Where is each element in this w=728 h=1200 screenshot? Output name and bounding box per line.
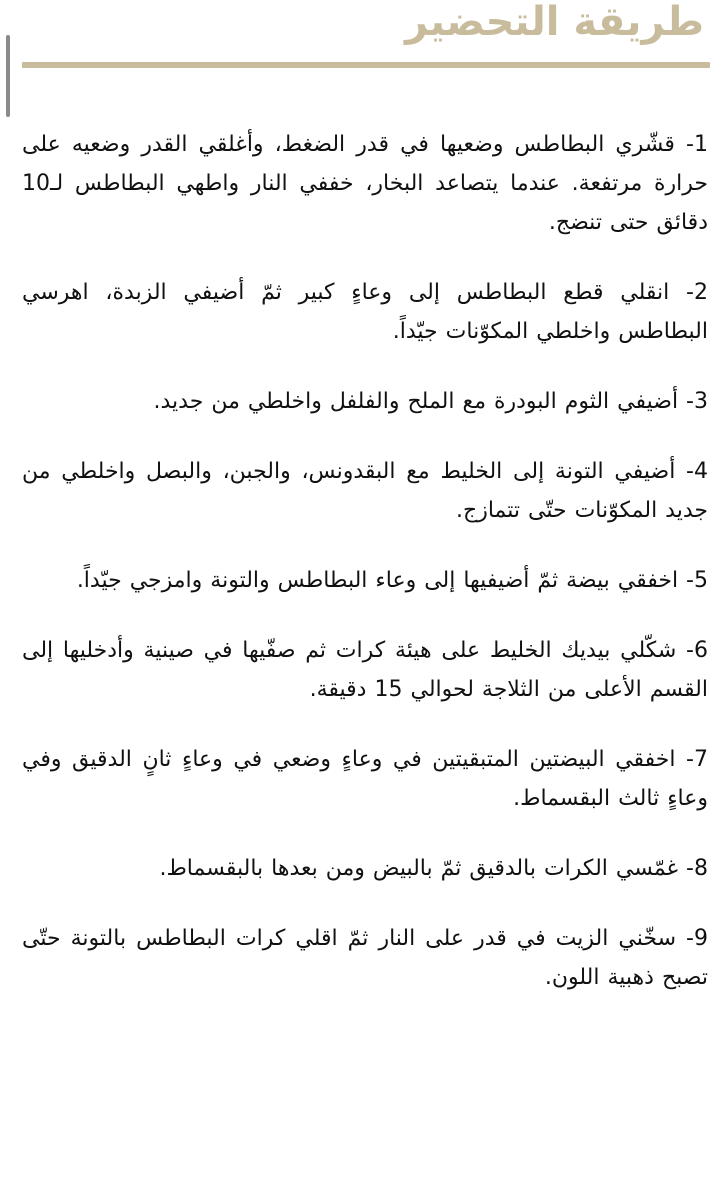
- step-item: 2- انقلي قطع البطاطس إلى وعاءٍ كبير ثمّ أضيفي الزبدة، اهرسي البطاطس واخلطي المكوّنات جيّداً.: [22, 280, 708, 344]
- title-underline: [22, 62, 710, 68]
- step-item: 8- غمّسي الكرات بالدقيق ثمّ بالبيض ومن بعدها بالبقسماط.: [159, 856, 708, 881]
- step-item: 1- قشّري البطاطس وضعيها في قدر الضغط، وأغلقي القدر وضعيه على حرارة مرتفعة. عندما يتصاعد البخار، خففي النار واطهي البطاطس لـ10 دقائق حتى تنضج.: [22, 132, 708, 235]
- section-header: [0, 0, 728, 72]
- step-item: 4- أضيفي التونة إلى الخليط مع البقدونس، والجبن، والبصل واخلطي من جديد المكوّنات حتّى تتمازج.: [22, 459, 708, 523]
- step-item: 3- أضيفي الثوم البودرة مع الملح والفلفل واخلطي من جديد.: [153, 389, 708, 414]
- step-item: 5- اخفقي بيضة ثمّ أضيفيها إلى وعاء البطاطس والتونة وامزجي جيّداً.: [76, 568, 708, 593]
- section-title: طريقة التحضير: [404, 0, 704, 45]
- step-item: 7- اخفقي البيضتين المتبقيتين في وعاءٍ وضعي في وعاءٍ ثانٍ الدقيق وفي وعاءٍ ثالث البقسماط.: [22, 747, 708, 811]
- step-item: 9- سخّني الزيت في قدر على النار ثمّ اقلي كرات البطاطس بالتونة حتّى تصبح ذهبية اللون.: [22, 926, 708, 990]
- preparation-steps-list: [22, 125, 708, 1028]
- step-item: 6- شكّلي بيديك الخليط على هيئة كرات ثم صفّيها في صينية وأدخليها إلى القسم الأعلى من الثلاجة لحوالي 15 دقيقة.: [22, 638, 708, 702]
